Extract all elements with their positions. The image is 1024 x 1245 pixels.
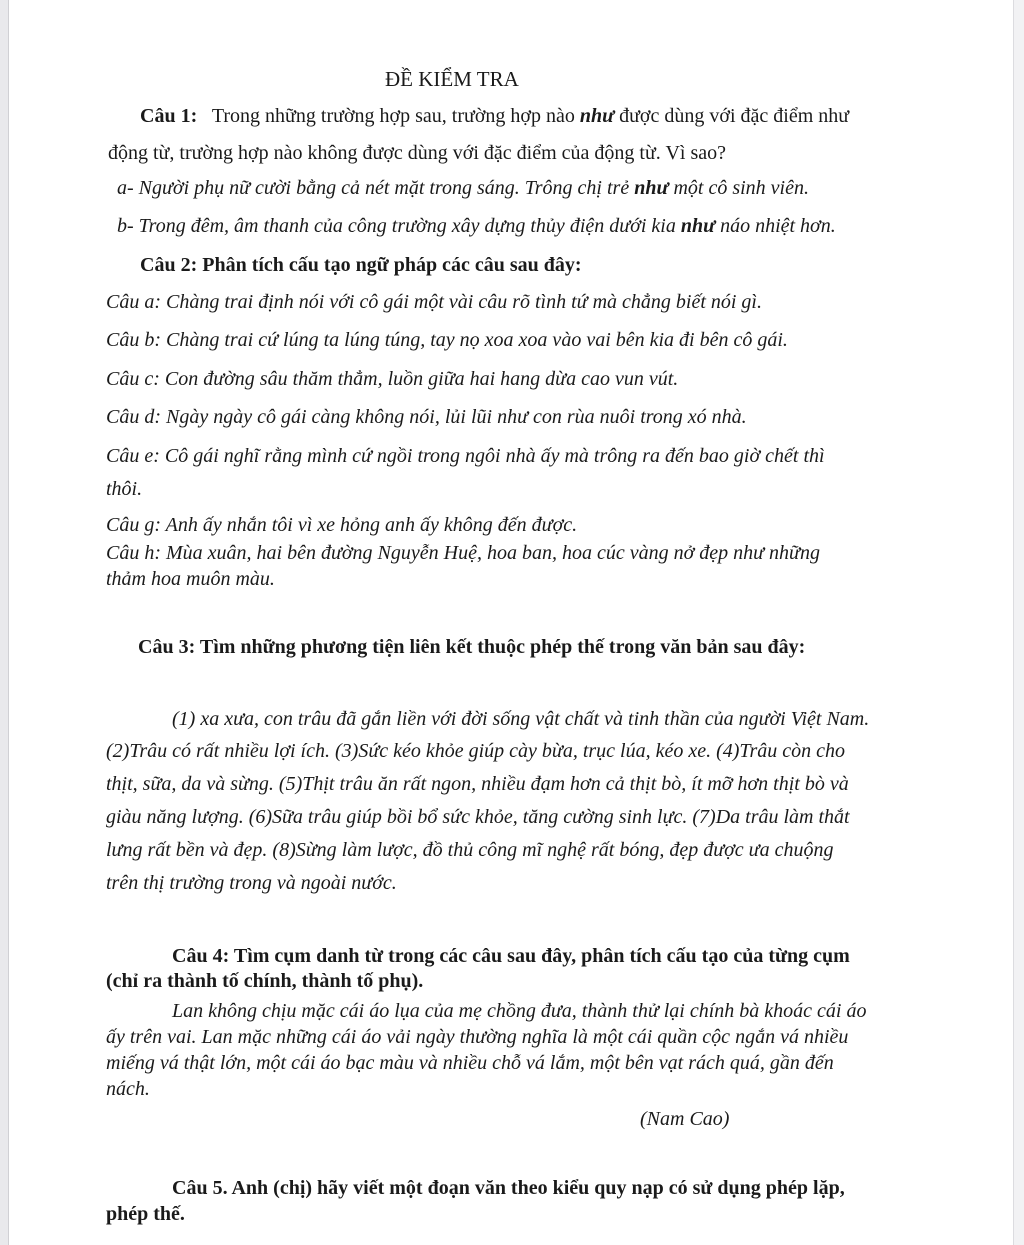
question-1-keyword: như xyxy=(579,105,615,127)
q2-sentence-g: Câu g: Anh ấy nhắn tôi vì xe hỏng anh ấy không đến được. xyxy=(106,514,578,536)
q4-passage-line-2: ấy trên vai. Lan mặc những cái áo vải ngày thường nghĩa là một cái quần cộc ngắn vá nhiều xyxy=(106,1026,849,1048)
item-a-pre: a- Người phụ nữ cười bằng cả nét mặt trong sáng. Trông chị trẻ xyxy=(117,177,635,199)
question-3-heading: Câu 3: Tìm những phương tiện liên kết thuộc phép thế trong văn bản sau đây: xyxy=(138,636,806,658)
question-1-item-a xyxy=(117,175,809,201)
item-b-post: náo nhiệt hơn. xyxy=(715,215,836,237)
question-1-item-b xyxy=(117,213,836,239)
question-2-heading: Câu 2: Phân tích cấu tạo ngữ pháp các câu sau đây: xyxy=(140,254,582,276)
page-left-edge xyxy=(0,0,9,1245)
page-right-edge xyxy=(1013,0,1024,1245)
q2-sentence-d: Câu d: Ngày ngày cô gái càng không nói, lủi lũi như con rùa nuôi trong xó nhà. xyxy=(106,406,747,428)
q3-passage-line-2: (2)Trâu có rất nhiều lợi ích. (3)Sức kéo khỏe giúp cày bừa, trục lúa, kéo xe. (4)Trâu còn cho xyxy=(106,740,845,762)
q3-passage-line-1: (1) xa xưa, con trâu đã gắn liền với đời sống vật chất và tinh thần của người Việt Nam. xyxy=(172,708,870,730)
question-4-heading-1: Câu 4: Tìm cụm danh từ trong các câu sau đây, phân tích cấu tạo của từng cụm xyxy=(172,945,850,967)
item-a-post: một cô sinh viên. xyxy=(668,177,809,199)
q4-passage-line-3: miếng vá thật lớn, một cái áo bạc màu và nhiều chỗ vá lắm, một bên vạt rách quá, gần đến xyxy=(106,1052,834,1074)
q4-passage-line-1: Lan không chịu mặc cái áo lụa của mẹ chồng đưa, thành thử lại chính bà khoác cái áo xyxy=(172,1000,867,1022)
q4-author: (Nam Cao) xyxy=(640,1108,730,1130)
question-5-line-2: phép thế. xyxy=(106,1203,185,1225)
q3-passage-line-4: giàu năng lượng. (6)Sữa trâu giúp bồi bổ sức khỏe, tăng cường sinh lực. (7)Da trâu làm thắt xyxy=(106,806,850,828)
question-4-heading-2: (chỉ ra thành tố chính, thành tố phụ). xyxy=(106,970,424,992)
q2-sentence-c: Câu c: Con đường sâu thăm thẳm, luồn giữa hai hang dừa cao vun vút. xyxy=(106,368,679,390)
q2-sentence-a: Câu a: Chàng trai định nói với cô gái một vài câu rõ tình tứ mà chẳng biết nói gì. xyxy=(106,291,762,313)
question-1-line-1 xyxy=(140,103,849,129)
q3-passage-line-3: thịt, sữa, da và sừng. (5)Thịt trâu ăn rất ngon, nhiều đạm hơn cả thịt bò, ít mỡ hơn thịt bò và xyxy=(106,773,849,795)
question-1-text-a: Trong những trường hợp sau, trường hợp nào xyxy=(211,105,580,127)
question-1-line-2: động từ, trường hợp nào không được dùng với đặc điểm của động từ. Vì sao? xyxy=(108,142,726,164)
q3-passage-line-6: trên thị trường trong và ngoài nước. xyxy=(106,872,397,894)
q2-sentence-b: Câu b: Chàng trai cứ lúng ta lúng túng, tay nọ xoa xoa vào vai bên kia đi bên cô gái. xyxy=(106,329,788,351)
q2-sentence-h-2: thảm hoa muôn màu. xyxy=(106,568,275,590)
question-1-label: Câu 1: xyxy=(140,105,198,127)
document-title: ĐỀ KIỂM TRA xyxy=(385,67,519,91)
question-1-text-b: được dùng với đặc điểm như xyxy=(614,105,850,127)
q2-sentence-e-1: Câu e: Cô gái nghĩ rằng mình cứ ngồi trong ngôi nhà ấy mà trông ra đến bao giờ chết thì xyxy=(106,445,825,467)
item-b-pre: b- Trong đêm, âm thanh của công trường xây dựng thủy điện dưới kia xyxy=(117,215,681,237)
q4-passage-line-4: nách. xyxy=(106,1078,150,1100)
q3-passage-line-5: lưng rất bền và đẹp. (8)Sừng làm lược, đồ thủ công mĩ nghệ rất bóng, đẹp được ưa chuộng xyxy=(106,839,834,861)
item-a-keyword: như xyxy=(634,177,669,199)
item-b-keyword: như xyxy=(680,215,716,237)
q2-sentence-e-2: thôi. xyxy=(106,478,143,500)
q2-sentence-h-1: Câu h: Mùa xuân, hai bên đường Nguyễn Huệ, hoa ban, hoa cúc vàng nở đẹp như những xyxy=(106,542,820,564)
question-5-line-1: Câu 5. Anh (chị) hãy viết một đoạn văn theo kiểu quy nạp có sử dụng phép lặp, xyxy=(172,1177,845,1199)
